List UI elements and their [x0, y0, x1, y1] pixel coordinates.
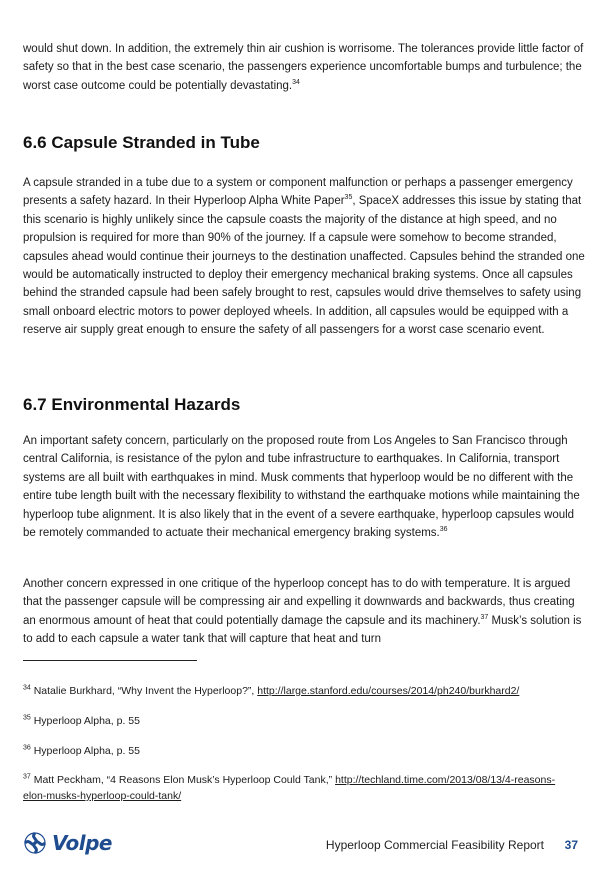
footnote-number: 35 — [23, 714, 31, 722]
footnote-ref-34[interactable]: 34 — [292, 78, 300, 86]
footnote-text: Matt Peckham, “4 Reasons Elon Musk’s Hyperloop Could Tank,” — [33, 774, 336, 786]
section-6-6-text-b: , SpaceX addresses this issue by stating that this scenario is highly unlikely since the capsule coasts the majority of the distance at high speed, and no propulsion is required for more than 90% of the journey. If a capsule were somehow to become stranded, capsules ahead would continue their journeys to the destination unaffected. Capsules behind the stranded one would be automatically instructed to deploy their emergency mechanical braking systems. Once all capsules behind the stranded capsule had been safely brought to rest, capsules would drive themselves to safety using small onboard electric motors to power deployed wheels. In addition, all capsules would be equipped with a reserve air supply great enough to ensure the safety of all passengers for a worst case scenario event. — [23, 195, 585, 337]
footnote-number: 34 — [23, 684, 31, 692]
section-6-7-p1-text: An important safety concern, particularly on the proposed route from Los Angeles to San Francisco through central California, is resistance of the pylon and tube infrastructure to earthquakes. In California, transport systems are all built with earthquakes in mind. Musk comments that hyperloop would be no different with the entire tube length built with the necessary flexibility to withstand the earthquake motions while maintaining the hyperloop tube alignment. It is also likely that in the event of a severe earthquake, hyperloop capsules would be remotely commanded to actuate their mechanical emergency braking systems. — [23, 435, 580, 540]
footnote-37 — [23, 772, 563, 804]
section-heading-6-7: 6.7 Environmental Hazards — [23, 395, 241, 414]
footnote-ref-36[interactable]: 36 — [439, 526, 448, 534]
section-6-7-p2-text-b: Musk’s solution is to add to each capsule a water tank that will capture that heat and turn — [23, 614, 582, 646]
footnote-35 — [23, 713, 563, 729]
footnote-ref-35[interactable]: 35 — [344, 194, 353, 202]
section-6-7-paragraph-1 — [23, 432, 585, 542]
section-6-7-paragraph-2 — [23, 575, 585, 649]
footnote-divider — [23, 660, 197, 661]
footnote-link[interactable]: http://large.stanford.edu/courses/2014/ph240/burkhard2/ — [257, 685, 520, 697]
footnote-ref-37[interactable]: 37 — [480, 613, 489, 621]
logo-wordmark: Volpe — [52, 831, 112, 855]
volpe-swirl-icon — [24, 832, 46, 854]
footnote-text: Natalie Burkhard, “Why Invent the Hyperloop?”, — [33, 685, 258, 697]
footnote-text: Hyperloop Alpha, p. 55 — [33, 715, 140, 727]
section-6-6-paragraph — [23, 174, 585, 340]
footnote-36 — [23, 743, 563, 759]
footnote-number: 36 — [23, 744, 31, 752]
intro-paragraph — [23, 40, 585, 95]
section-6-7-p2-text-a: Another concern expressed in one critique of the hyperloop concept has to do with temperature. It is argued that the passenger capsule will be compressing air and expelling it downwards and backwards, thus creating an enormous amount of heat that could potentially damage the capsule and its machinery. — [23, 578, 575, 627]
footnote-link[interactable]: http://techland.time.com/2013/08/13/4-reasons-elon-musks-hyperloop-could-tank/ — [23, 774, 556, 802]
volpe-logo — [24, 828, 112, 858]
footnote-text: Hyperloop Alpha, p. 55 — [33, 745, 140, 757]
section-heading-6-6: 6.6 Capsule Stranded in Tube — [23, 133, 260, 152]
page-number: 37 — [564, 838, 578, 852]
footer-report-title: Hyperloop Commercial Feasibility Report — [325, 838, 544, 852]
footnote-34 — [23, 683, 563, 699]
section-6-6-text-a: A capsule stranded in a tube due to a system or component malfunction or perhaps a passenger emergency presents a safety hazard. In their Hyperloop Alpha White Paper — [23, 177, 573, 208]
footnote-number: 37 — [23, 773, 31, 781]
intro-text: would shut down. In addition, the extremely thin air cushion is worrisome. The tolerances provide little factor of safety so that in the best case scenario, the passengers experience uncomfortable bumps and turbulence; the worst case outcome could be potentially devastating. — [23, 43, 584, 92]
